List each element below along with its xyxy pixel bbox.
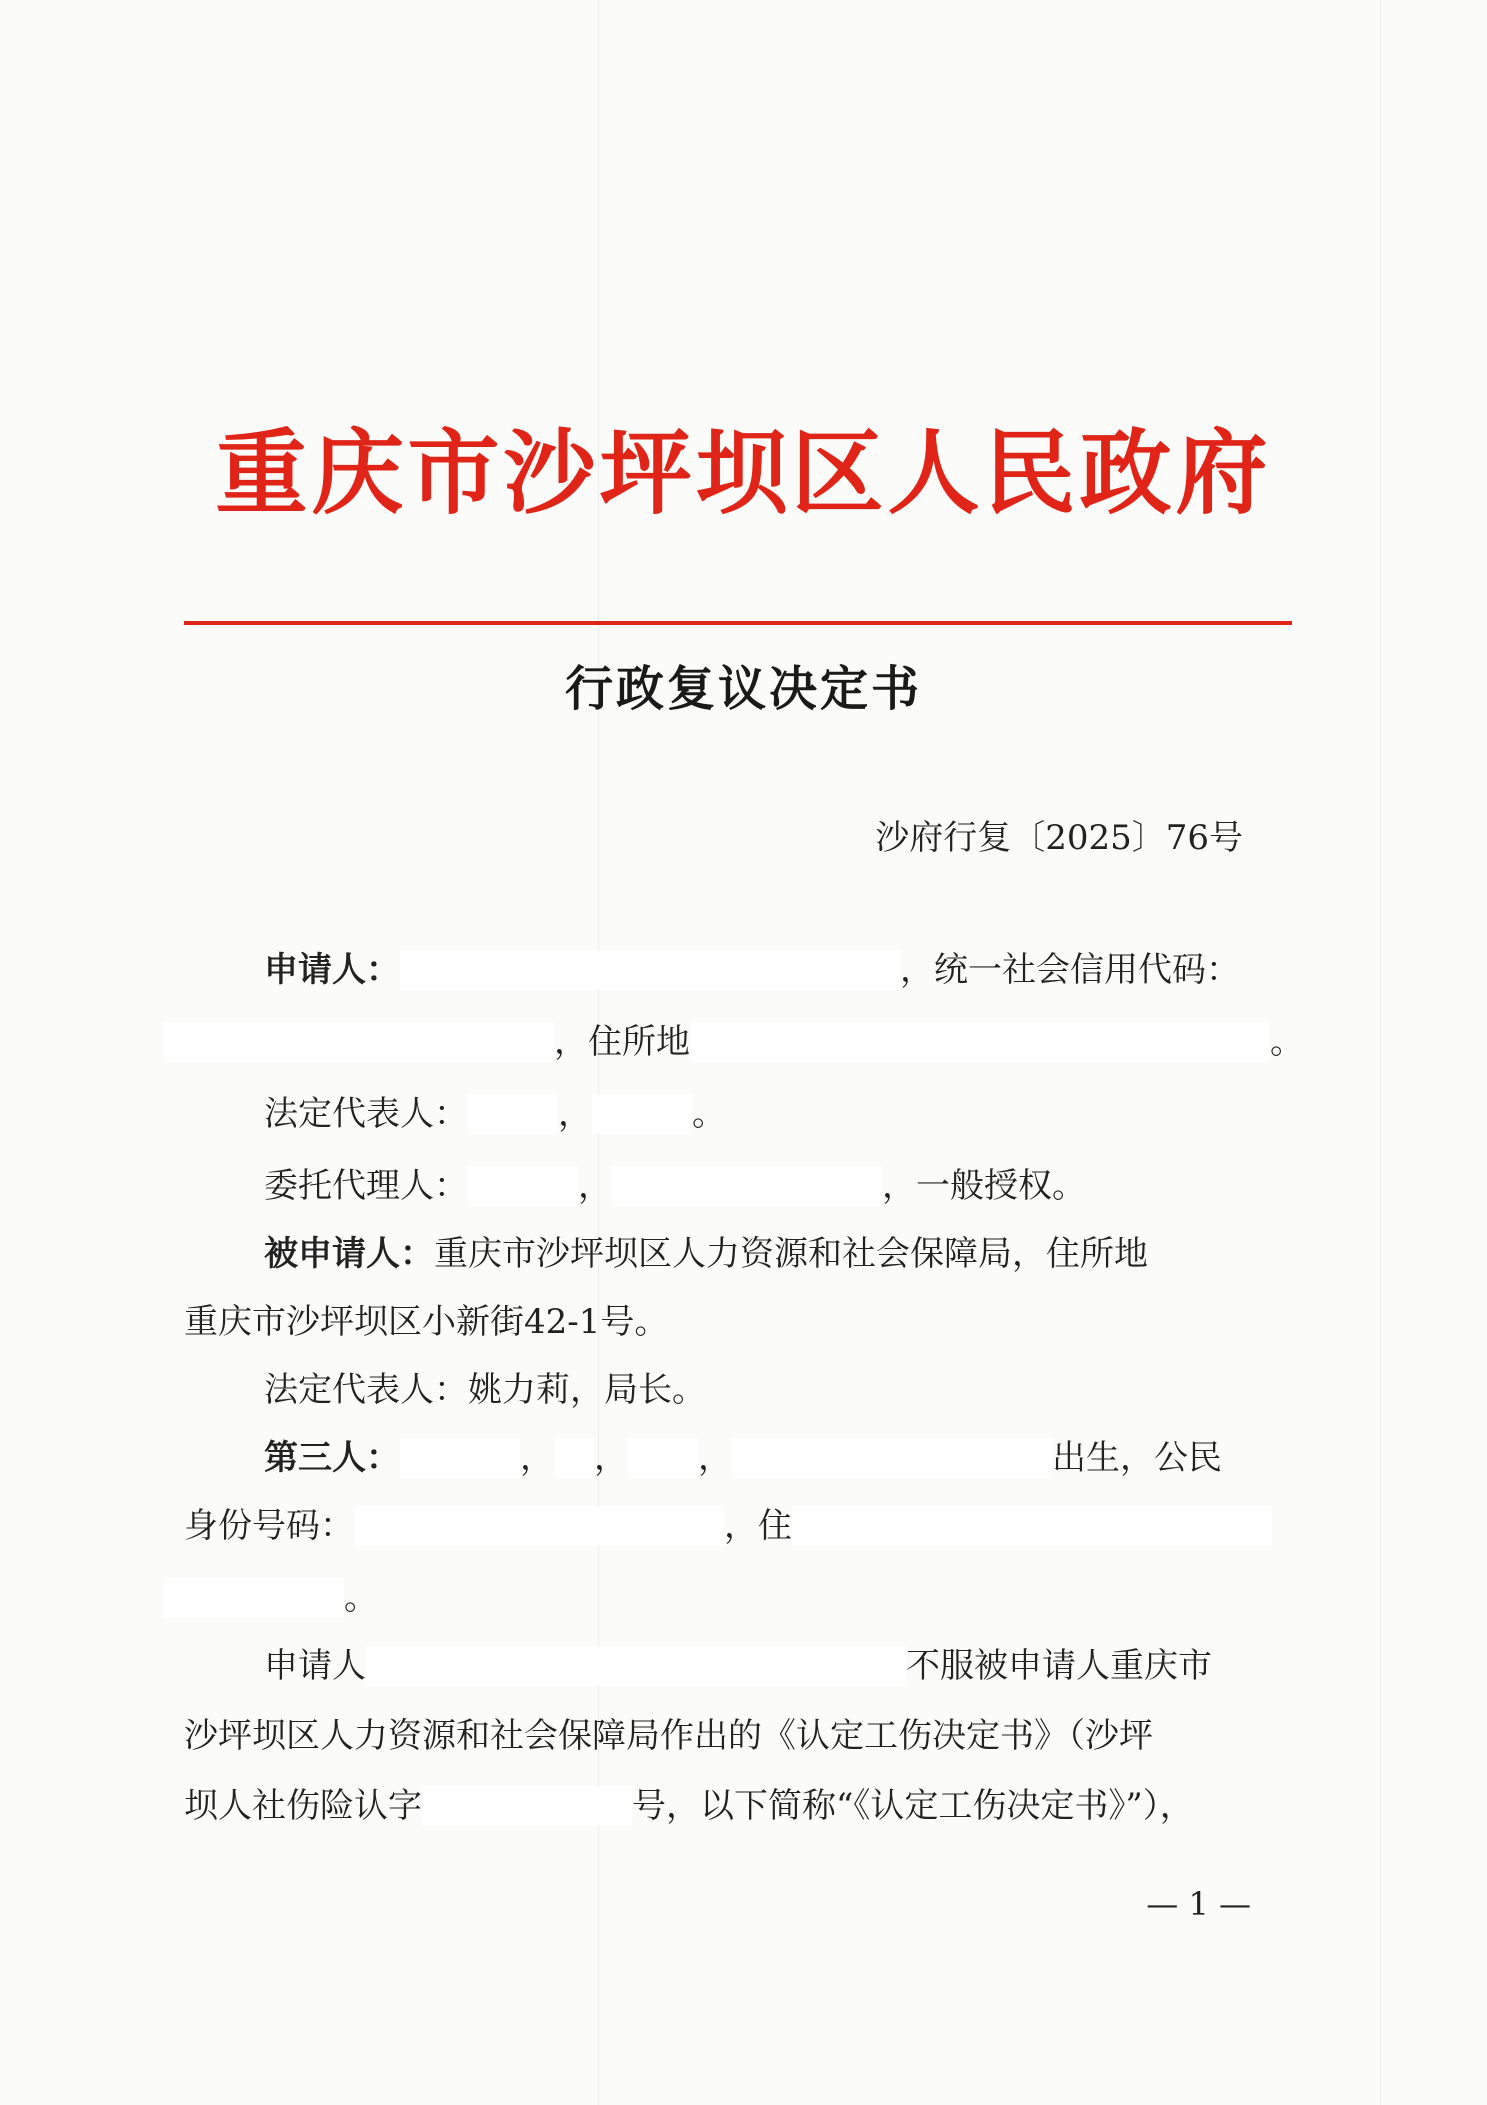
respondent-address: 重庆市沙坪坝区小新街42-1号。 xyxy=(184,1302,669,1342)
respondent-legal-rep: 法定代表人：姚力莉，局长。 xyxy=(264,1370,706,1410)
born-label: 出生，公民 xyxy=(1052,1438,1222,1478)
comma: ， xyxy=(558,1094,592,1134)
redaction-box xyxy=(400,1438,520,1478)
third-party-line xyxy=(264,1438,1222,1478)
address-label: ，住所地 xyxy=(554,1022,690,1062)
comma: ， xyxy=(520,1438,554,1478)
sentence-end: 。 xyxy=(692,1094,726,1134)
third-party-address-label: ，住 xyxy=(724,1506,792,1546)
third-party-id-line xyxy=(184,1506,1272,1546)
sentence-end: 。 xyxy=(1270,1022,1304,1062)
show-through-text xyxy=(190,308,1240,336)
credit-code-label: ，统一社会信用代码： xyxy=(900,950,1240,990)
document-type-title: 行政复议决定书 xyxy=(564,661,922,717)
redaction-box xyxy=(690,1022,1270,1062)
body-line-1 xyxy=(264,1646,1212,1686)
respondent-line xyxy=(264,1234,1148,1274)
redaction-box xyxy=(366,1646,906,1686)
comma: ， xyxy=(594,1438,628,1478)
legal-rep-label: 法定代表人： xyxy=(264,1094,468,1134)
sentence-end: 。 xyxy=(344,1578,378,1618)
redaction-box xyxy=(554,1438,594,1478)
third-party-label: 第三人： xyxy=(264,1438,400,1478)
redaction-box xyxy=(732,1438,1052,1478)
body-text: 不服被申请人重庆市 xyxy=(906,1646,1212,1686)
third-party-address-line xyxy=(164,1578,378,1618)
redaction-box xyxy=(164,1022,554,1062)
respondent-name: 重庆市沙坪坝区人力资源和社会保障局，住所地 xyxy=(434,1234,1148,1274)
agent-scope: ，一般授权。 xyxy=(882,1166,1086,1206)
page-fold-line xyxy=(1380,0,1381,2105)
comma: ， xyxy=(578,1166,612,1206)
redaction-box xyxy=(400,950,900,990)
comma: ， xyxy=(698,1438,732,1478)
applicant-label: 申请人： xyxy=(264,950,400,990)
redaction-box xyxy=(468,1166,578,1206)
applicant-address-line xyxy=(164,1022,1304,1062)
body-line-2: 沙坪坝区人力资源和社会保障局作出的《认定工伤决定书》（沙坪 xyxy=(184,1716,1153,1756)
body-applicant: 申请人 xyxy=(264,1646,366,1686)
redaction-box xyxy=(422,1786,632,1826)
body-text: 坝人社伤险认字 xyxy=(184,1786,422,1826)
body-text: 号，以下简称“《认定工伤决定书》”）， xyxy=(632,1786,1194,1826)
redaction-box xyxy=(468,1094,558,1134)
legal-rep-line xyxy=(264,1094,726,1134)
document-number: 沙府行复〔2025〕76号 xyxy=(875,818,1243,858)
redaction-box xyxy=(592,1094,692,1134)
red-header-rule xyxy=(184,621,1292,625)
redaction-box xyxy=(164,1578,344,1618)
issuing-agency-title: 重庆市沙坪坝区人民政府 xyxy=(215,419,1272,527)
redaction-box xyxy=(612,1166,882,1206)
redaction-box xyxy=(792,1506,1272,1546)
redaction-box xyxy=(354,1506,724,1546)
agent-line xyxy=(264,1166,1086,1206)
redaction-box xyxy=(628,1438,698,1478)
body-line-3 xyxy=(184,1786,1194,1826)
id-label: 身份号码： xyxy=(184,1506,354,1546)
respondent-label: 被申请人： xyxy=(264,1234,434,1274)
applicant-line xyxy=(264,950,1240,990)
page-number: — 1 — xyxy=(1146,1885,1251,1923)
agent-label: 委托代理人： xyxy=(264,1166,468,1206)
